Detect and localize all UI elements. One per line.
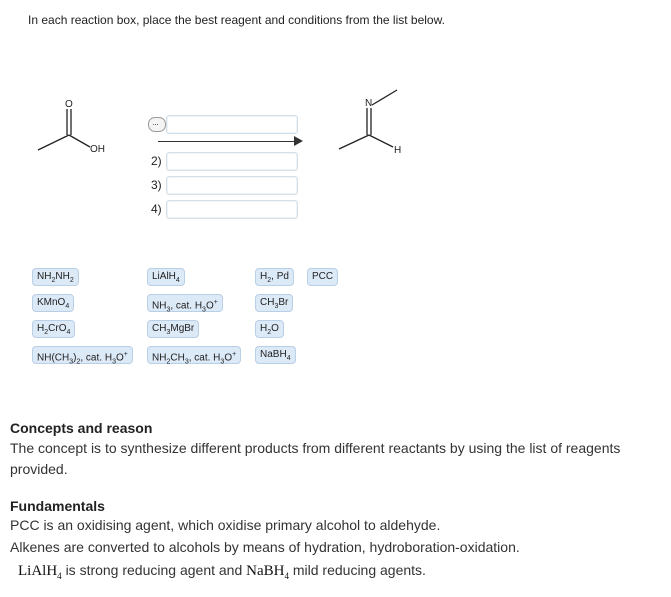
- step-number-4: 4): [151, 202, 162, 216]
- reagent-nabh4[interactable]: NaBH$_4$: [255, 346, 296, 364]
- fundamentals-line-1: PCC is an oxidising agent, which oxidise primary alcohol to aldehyde.: [10, 517, 441, 533]
- reagent-nh2ch3[interactable]: $NH_2CH_3$, cat. $H_3O^+$: [147, 346, 241, 364]
- fundamentals-line-2: Alkenes are converted to alcohols by means of hydration, hydroboration-oxidation.: [10, 539, 520, 555]
- reagent-h2o[interactable]: $H_2O$: [255, 320, 284, 338]
- lialh4-description: is strong reducing agent and: [65, 562, 243, 578]
- reagent-nh3[interactable]: $NH_3$, cat. $H_3O^+$: [147, 294, 223, 312]
- step-number-2: 2): [151, 154, 162, 168]
- lialh4-formula: LiAlH$_4$: [18, 563, 62, 581]
- fundamentals-line-3: [18, 560, 426, 587]
- reaction-arrow: [158, 141, 301, 142]
- reagent-ch3mgbr[interactable]: $CH_3MgBr$: [147, 320, 199, 338]
- reagent-h2pd[interactable]: $H_2$, Pd: [255, 268, 294, 286]
- concepts-title: Concepts and reason: [10, 420, 153, 436]
- instruction-text: In each reaction box, place the best reagent and conditions from the list below.: [28, 13, 445, 27]
- arrow-head-icon: [294, 136, 303, 146]
- reactant-oxygen-label: O: [65, 99, 73, 110]
- reagent-nhch32[interactable]: $NH(CH_3)_2$, cat. $H_3O^+$: [32, 346, 133, 364]
- reaction-slot-3[interactable]: [166, 176, 298, 195]
- product-nitrogen-label: N: [365, 98, 373, 109]
- step-number-3: 3): [151, 178, 162, 192]
- reactant-structure: [30, 95, 110, 170]
- reaction-slot-4[interactable]: [166, 200, 298, 219]
- fundamentals-title: Fundamentals: [10, 498, 105, 514]
- speech-bubble-icon[interactable]: ···: [148, 117, 166, 132]
- concepts-text: The concept is to synthesize different products from different reactants by using the list of reagents provided.: [10, 440, 621, 477]
- reagent-ch3br[interactable]: $CH_3Br$: [255, 294, 293, 312]
- reagent-h2cro4[interactable]: $H_2CrO_4$: [32, 320, 75, 338]
- reagent-pcc[interactable]: PCC: [307, 268, 338, 286]
- product-hydrogen-label: H: [394, 145, 402, 156]
- reagent-kmno4[interactable]: KMnO$_4$: [32, 294, 74, 312]
- reagent-nh2nh2[interactable]: $NH_2NH_2$: [32, 268, 79, 286]
- reaction-slot-1[interactable]: [166, 115, 298, 134]
- reaction-slot-2[interactable]: [166, 152, 298, 171]
- reactant-hydroxyl-label: OH: [90, 144, 105, 155]
- product-structure: [335, 85, 415, 165]
- nabh4-formula: NaBH$_4$: [246, 563, 289, 581]
- nabh4-description: mild reducing agents.: [292, 562, 426, 578]
- reagent-lialh4[interactable]: LiAlH$_4$: [147, 268, 185, 286]
